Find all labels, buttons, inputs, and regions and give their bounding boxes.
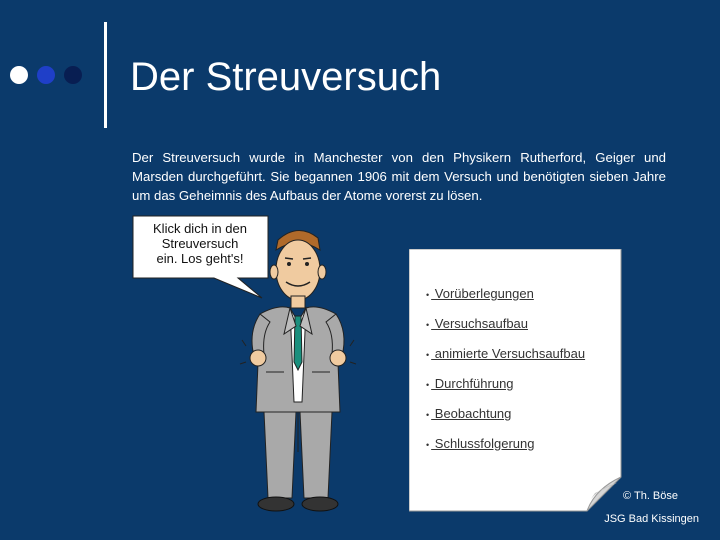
- bullet-dot-icon: •: [426, 409, 430, 420]
- list-item: [426, 433, 626, 463]
- presenter-illustration: [238, 222, 358, 522]
- list-item: [426, 343, 626, 373]
- bullet-dot-icon: •: [426, 289, 430, 300]
- slide-title: Der Streuversuch: [130, 55, 442, 99]
- bullet-dot-icon: •: [426, 379, 430, 390]
- list-item: [426, 373, 626, 403]
- credit-school: JSG Bad Kissingen: [604, 513, 699, 525]
- link-animierte-versuchsaufbau[interactable]: animierte Versuchsaufbau: [431, 346, 586, 361]
- intro-paragraph: Der Streuversuch wurde in Manchester von den Physikern Rutherford, Geiger und Marsden durchgeführt. Sie begannen 1906 mit dem Versuch und benötigten sieben Jahre um das Geheimnis des Aufbaus der Atome vorerst zu lösen.: [132, 150, 666, 203]
- bullet-dot-icon: •: [426, 319, 430, 330]
- list-item: [426, 283, 626, 313]
- list-item: [426, 403, 626, 433]
- navigation-links: [426, 283, 626, 463]
- link-versuchsaufbau[interactable]: Versuchsaufbau: [431, 316, 529, 331]
- list-item: [426, 313, 626, 343]
- bullet-dot-icon: •: [426, 349, 430, 360]
- link-beobachtung[interactable]: Beobachtung: [431, 406, 512, 421]
- link-durchfuehrung[interactable]: Durchführung: [431, 376, 514, 391]
- link-vorueberlegungen[interactable]: Vorüberlegungen: [431, 286, 534, 301]
- credit-author: © Th. Böse: [623, 490, 678, 502]
- speech-line-1: Klick dich in den: [153, 221, 247, 236]
- speech-line-2: Streuversuch: [161, 236, 239, 251]
- bullet-dot-icon: •: [426, 439, 430, 450]
- speech-line-3: ein. Los geht's!: [156, 251, 244, 266]
- link-schlussfolgerung[interactable]: Schlussfolgerung: [431, 436, 535, 451]
